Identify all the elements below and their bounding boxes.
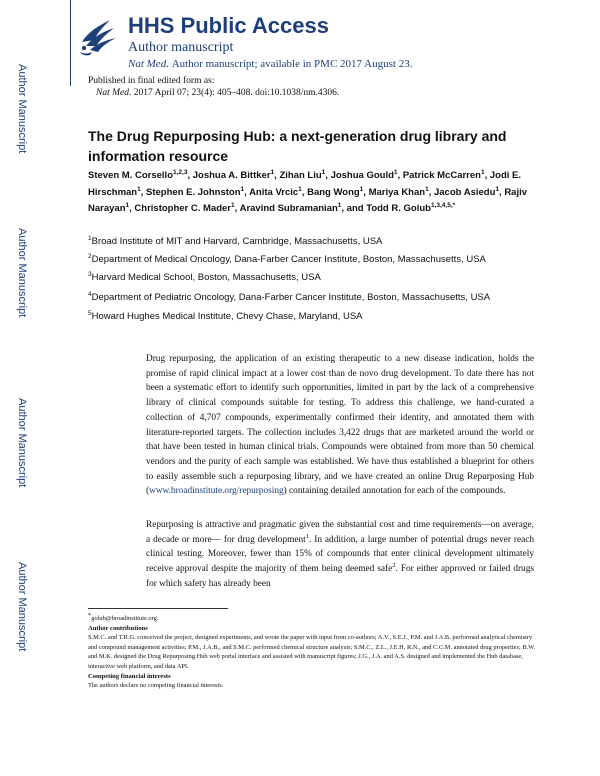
author: Mariya Khan$^1$: [368, 185, 429, 198]
footnote-divider: [88, 608, 228, 609]
sidebar-label-author-manuscript: Author Manuscript: [16, 398, 28, 488]
hhs-public-access-title: HHS Public Access: [128, 13, 329, 38]
citation-line: [96, 88, 339, 98]
citation-journal: Nat Med.: [96, 88, 132, 98]
author-contributions-text: S.M.C. and T.R.G. conceived the project, designed experiments, and wrote the paper with input from co-authors; A.V., S.E.J., P.M. and J.A.B. performed analytical chemistry and compound management activities; P.M., J.A.B., and S.M.C. performed chemical structure analysis; S.M.C., Z.L., J.E.H, R.N., and C.C.M. annotated drug properties; B.W. and M.K. designed the Drug Repurposing Hub web portal interface and assisted with manuscript figures; J.G., J.A. and A.S. designed and implemented the Hub database, interactive web platform, and data API.: [88, 634, 536, 670]
author: Todd R. Golub$^{1,3,4,5,*}$: [366, 201, 456, 214]
sidebar-label-author-manuscript: Author Manuscript: [16, 64, 28, 154]
abstract: Drug repurposing, the application of an existing therapeutic to a new disease indication, holds the promise of rapid clinical impact at a lower cost than de novo drug development. To date there has not been a systematic effort to identify such opportunities, limited in part by the lack of a comprehensive library of clinical compounds suitable for testing. To address this challenge, we hand-curated a collection of 4,707 compounds, experimentally confirmed their identity, and annotated them with literature-reported targets. The collection includes 3,422 drugs that are marketed around the world or that have been tested in human clinical trials. Compounds were obtained from more than 50 chemical vendors and the purity of each sample was established. We have thus established a blueprint for others to easily assemble such a repurposing library, and we have created an online Drug Repurposing Hub (www.broadinstitute.org/repurposing) containing detailed annotation for each of the compounds.: [146, 354, 534, 497]
competing-interests-heading: Competing financial interests: [88, 672, 171, 680]
author: Anita Vrcic$^1$: [249, 185, 302, 198]
author: Bang Wong$^1$: [307, 185, 364, 198]
author-contributions-heading: Author contributions: [88, 624, 148, 632]
author: Joshua Gould$^1$: [330, 168, 398, 181]
author: Christopher C. Mader$^1$: [134, 201, 235, 214]
paper-title: The Drug Repurposing Hub: a next-generation drug library and information resource: [88, 128, 507, 164]
author: Rajiv Narayan$^1$: [88, 186, 528, 214]
affiliation: $^2$Department of Medical Oncology, Dana-Farber Cancer Institute, Boston, Massachusetts, USA: [88, 252, 486, 265]
published-in-label: Published in final edited form as:: [88, 76, 215, 86]
author-manuscript-label: Author manuscript: [128, 40, 234, 55]
affiliation: $^1$Broad Institute of MIT and Harvard, Cambridge, Massachusetts, USA: [88, 234, 383, 247]
affiliation: $^3$Harvard Medical School, Boston, Massachusetts, USA: [88, 270, 321, 283]
author: Aravind Subramanian$^1$: [239, 201, 342, 214]
author: Stephen E. Johnston$^1$: [146, 185, 245, 198]
citation-details: 2017 April 07; 23(4): 405–408. doi:10.1038/nm.4306.: [133, 88, 340, 98]
header-divider: [70, 0, 71, 86]
body-paragraph: Repurposing is attractive and pragmatic given the substantial cost and time requirements—on average, a decade or more— for drug development$^1$. In addition, a large number of potential drugs never reach clinical testing. Moreover, fewer than 15% of compounds that enter clinical development ultimately receive approval despite the majority of them being deemed safe$^2$. For either approved or failed drugs for which safety has already been: [146, 520, 534, 589]
author: Jacob Asiedu$^1$: [433, 185, 500, 198]
hhs-eagle-logo-icon: [76, 12, 122, 58]
journal-name: Nat Med.: [128, 58, 169, 70]
author: Joshua A. Bittker$^1$: [192, 168, 275, 181]
footnotes: [88, 611, 538, 691]
competing-interests-text: The authors declare no competing financial interests.: [88, 682, 224, 690]
sidebar-label-author-manuscript: Author Manuscript: [16, 562, 28, 652]
affiliation: $^5$Howard Hughes Medical Institute, Chevy Chase, Maryland, USA: [88, 309, 363, 322]
author: Jodi E. Hirschman$^1$: [88, 170, 522, 198]
availability-text: Author manuscript; available in PMC 2017 August 23.: [171, 58, 413, 70]
availability-line: [128, 58, 412, 70]
author-list: Steven M. Corsello$^{1,2,3}$, Joshua A. Bittker$^1$, Zihan Liu$^1$, Joshua Gould$^1$, Patrick McCarren$^1$, Jodi E. Hirschman$^1$, Stephen E. Johnston$^1$, Anita Vrcic$^1$, Bang Wong$^1$, Mariya Khan$^1$, Jacob Asiedu$^1$, Rajiv Narayan$^1$, Christopher C. Mader$^1$, Aravind Subramanian$^1$, and Todd R. Golub$^{1,3,4,5,*}$: [88, 168, 528, 214]
repurposing-hub-link[interactable]: www.broadinstitute.org/repurposing: [149, 486, 284, 497]
affiliation: $^4$Department of Pediatric Oncology, Dana-Farber Cancer Institute, Boston, Massachusetts, USA: [88, 290, 491, 303]
author: Steven M. Corsello$^{1,2,3}$: [88, 168, 188, 181]
corresponding-author: *golub@broadinstitute.org.: [88, 611, 159, 622]
author: Patrick McCarren$^1$: [402, 168, 485, 181]
author: Zihan Liu$^1$: [279, 168, 326, 181]
sidebar-label-author-manuscript: Author Manuscript: [16, 228, 28, 318]
